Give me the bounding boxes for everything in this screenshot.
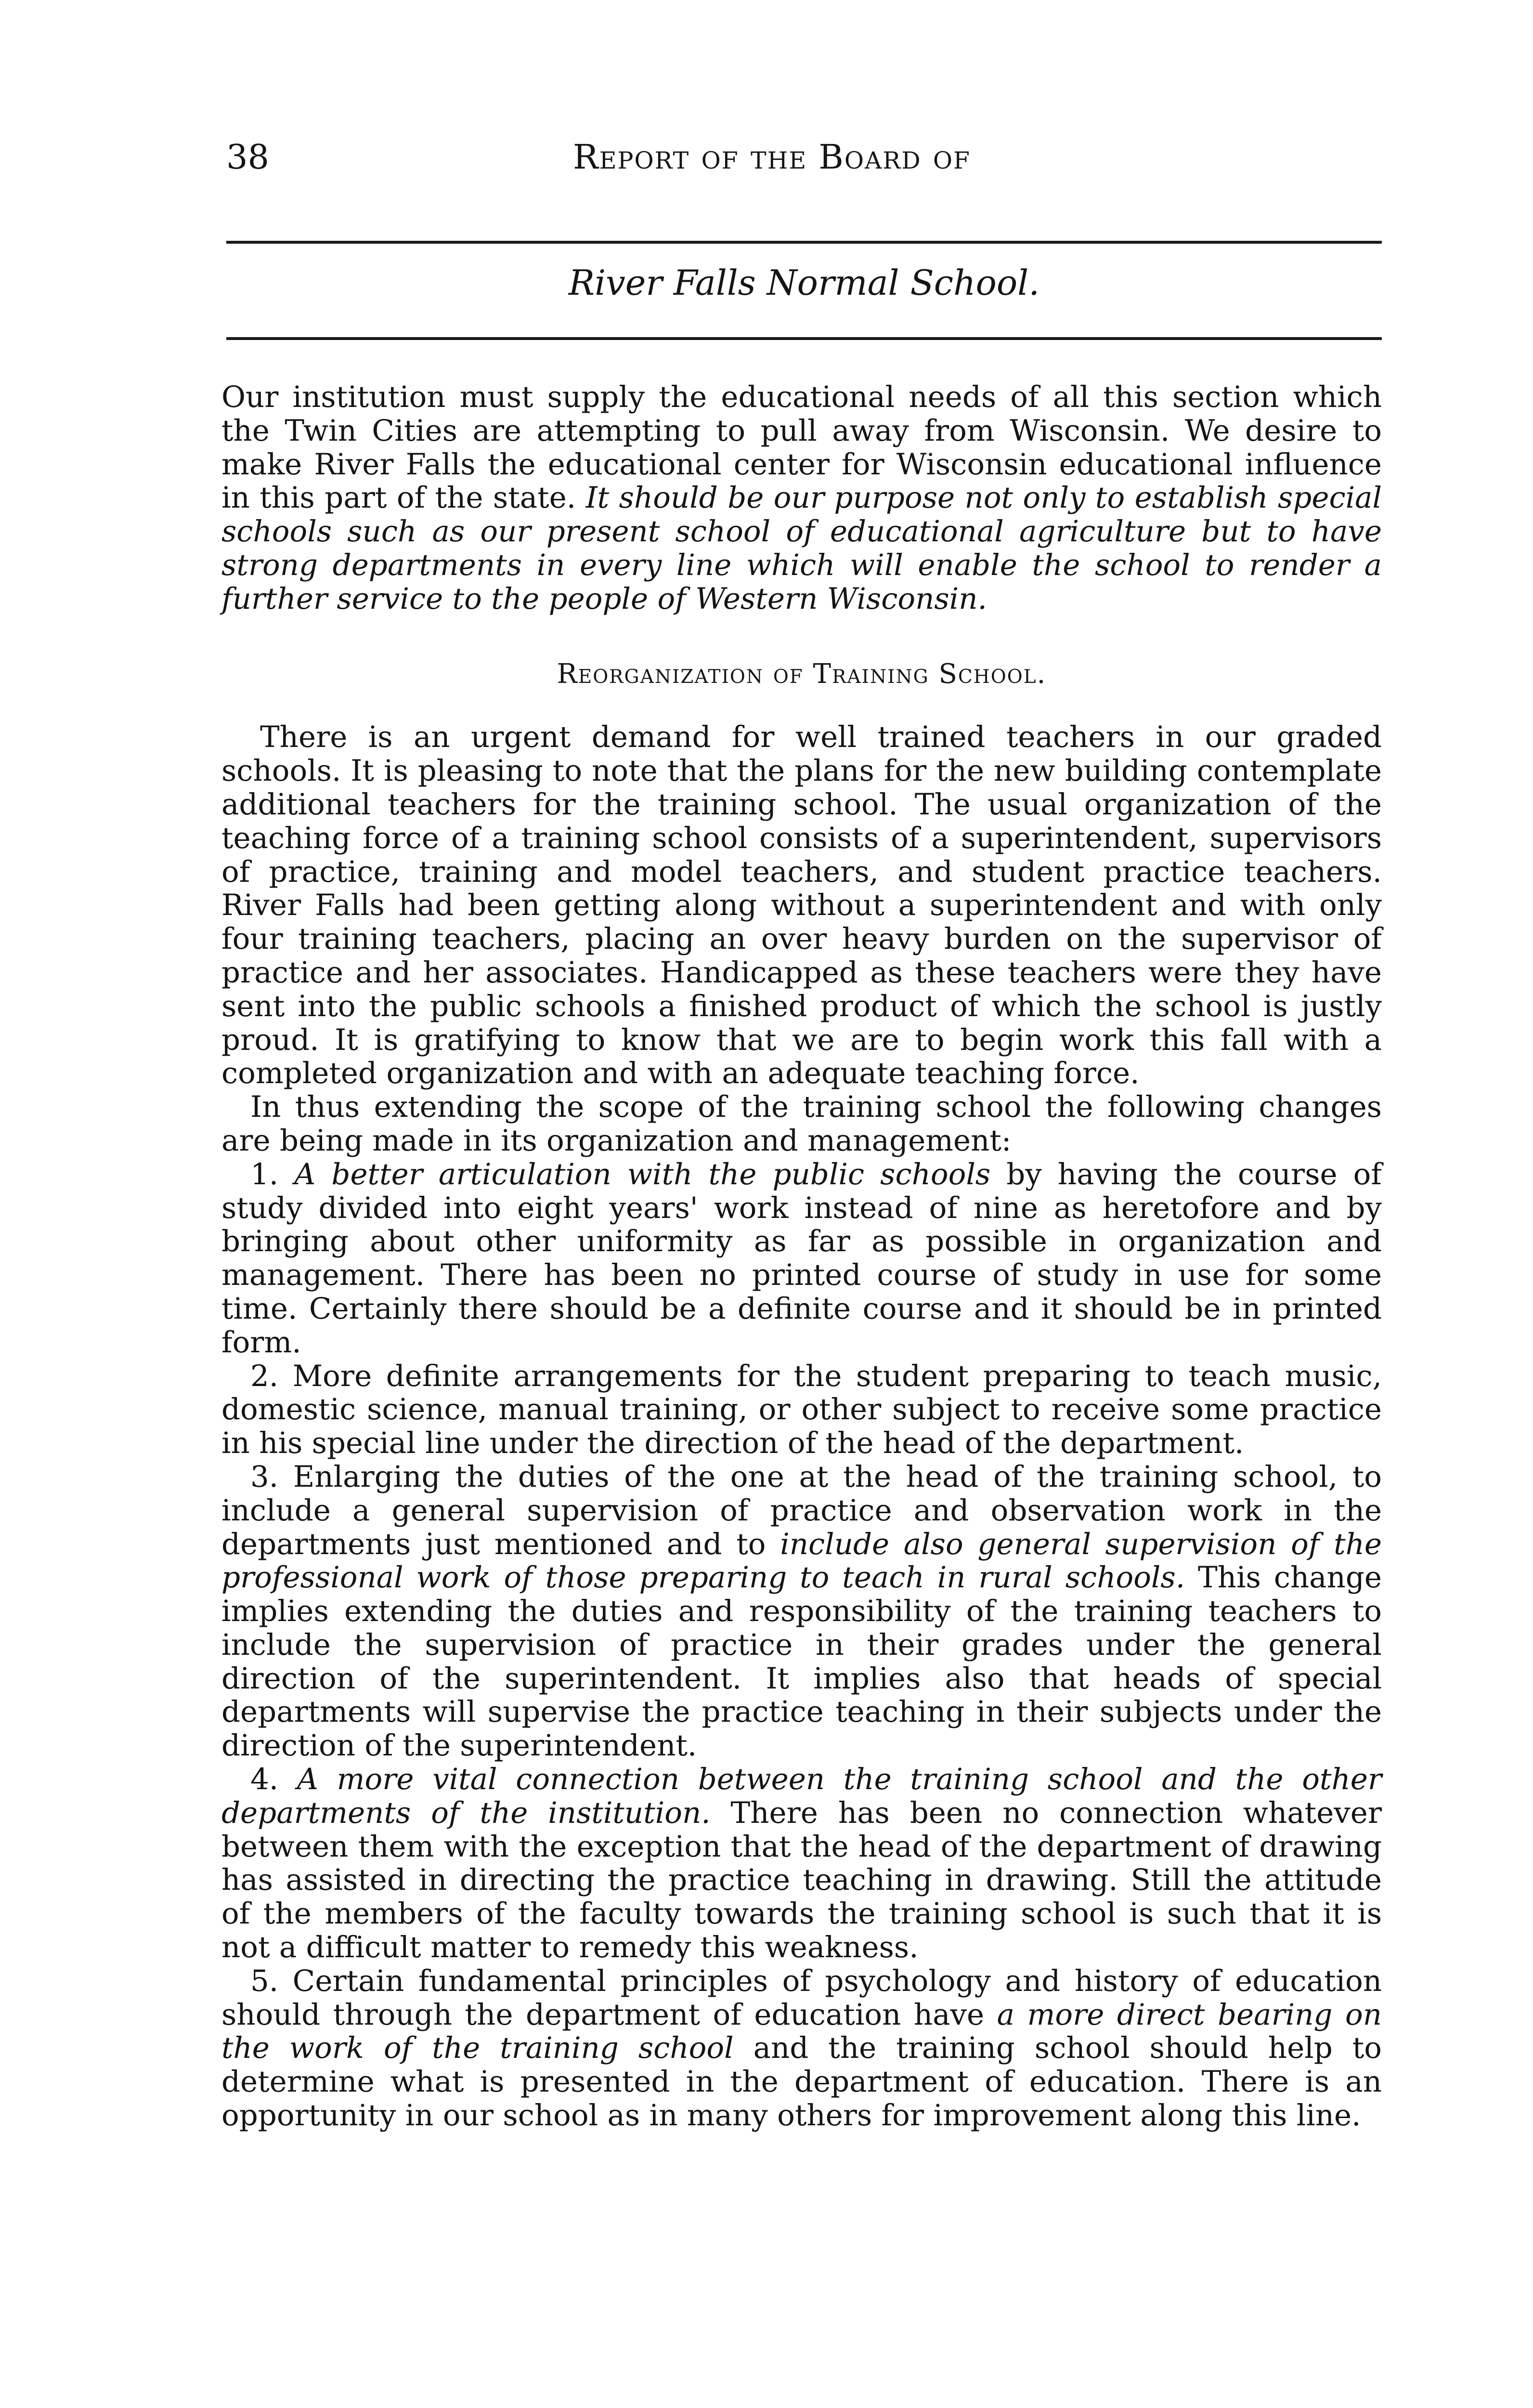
list-item-5-italic: a more direct bearing on the work of the training school [221,1997,1382,2066]
top-rule [226,241,1382,244]
body-text [221,380,1382,2133]
page-number: 38 [226,137,270,177]
section-heading: Reorganization of Training School. [557,658,1047,690]
paragraph-changes-intro: In thus extending the scope of the training school the following changes are being made in its organization and management: [221,1090,1382,1158]
list-item-3 [221,1460,1382,1763]
list-item-5-lead: 5. Certain fundamental principles of psychology and history of education should through the department of education have [221,1963,1382,2032]
running-title: Report of the Board of [573,137,971,177]
list-item-4-italic: A more vital connection between the training school and the other departments of the institution. [221,1762,1382,1830]
bottom-rule [226,337,1382,340]
list-item-3-italic: include also general supervision of the professional work of those preparing to teach in rural schools. [221,1527,1382,1595]
list-item-3-lead: 3. Enlarging the duties of the one at the head of the training school, to include a general supervision of practice and observation work in the departments just mentioned and to [221,1459,1382,1561]
list-item-4-number: 4. [250,1762,297,1797]
list-item-3-text: This change implies extending the duties and responsibility of the training teachers to include the supervision of practice in their grades under the general direction of the superintendent. It implies also that heads of special departments will supervise the practice teaching in their subjects under the direction of the superintendent. [221,1560,1382,1763]
paragraph-demand: There is an urgent demand for well trained teachers in our graded schools. It is pleasing to note that the plans for the new building contemplate additional teachers for the training school. The usual organization of the teaching force of a training school consists of a superintendent, supervisors of practice, training and model teachers, and student practice teachers. River Falls had been getting along without a superintendent and with only four training teachers, placing an over heavy burden on the supervisor of practice and her associates. Handicapped as these teachers were they have sent into the public schools a finished product of which the school is justly proud. It is gratifying to know that we are to begin work this fall with a completed organization and with an adequate teaching force. [221,720,1382,1091]
list-item-1-italic: A better articulation with the public schools [294,1157,991,1191]
page-header [226,137,1382,181]
list-item-5-text: and the training school should help to determine what is presented in the department of education. There is an opportunity in our school as in many others for improvement along this line. [221,2031,1382,2133]
list-item-2: 2. More definite arrangements for the student preparing to teach music, domestic science, manual training, or other subject to receive some practice in his special line under the direction of the head of the department. [221,1359,1382,1461]
list-item-4 [221,1763,1382,1964]
list-item-1 [221,1158,1382,1360]
list-item-4-text: There has been no connection whatever between them with the exception that the head of the department of drawing has assisted in directing the practice teaching in drawing. Still the attitude of the members of the faculty towards the training school is such that it is not a difficult matter to remedy this weakness. [221,1795,1382,1965]
list-item-1-text: by having the course of study divided into eight years' work instead of nine as heretofore and by bringing about other uniformity as far as possible in organization and management. There has been no printed course of study in use for some time. Certainly there should be a definite course and it should be in printed form. [221,1157,1382,1360]
list-item-1-number: 1. [250,1157,295,1191]
intro-paragraph [221,380,1382,616]
school-title: River Falls Normal School. [568,262,1040,303]
list-item-5 [221,1964,1382,2133]
intro-plain-text: Our institution must supply the educational needs of all this section which the Twin Cities are attempting to pull away from Wisconsin. We desire to make River Falls the educational center for Wisconsin educational influence in this part of the state. [221,380,1382,515]
intro-italic-text: It should be our purpose not only to establish special schools such as our present school of educational agriculture but to have strong departments in every line which will enable the school to render a further service to the people of Western Wisconsin. [221,481,1382,616]
